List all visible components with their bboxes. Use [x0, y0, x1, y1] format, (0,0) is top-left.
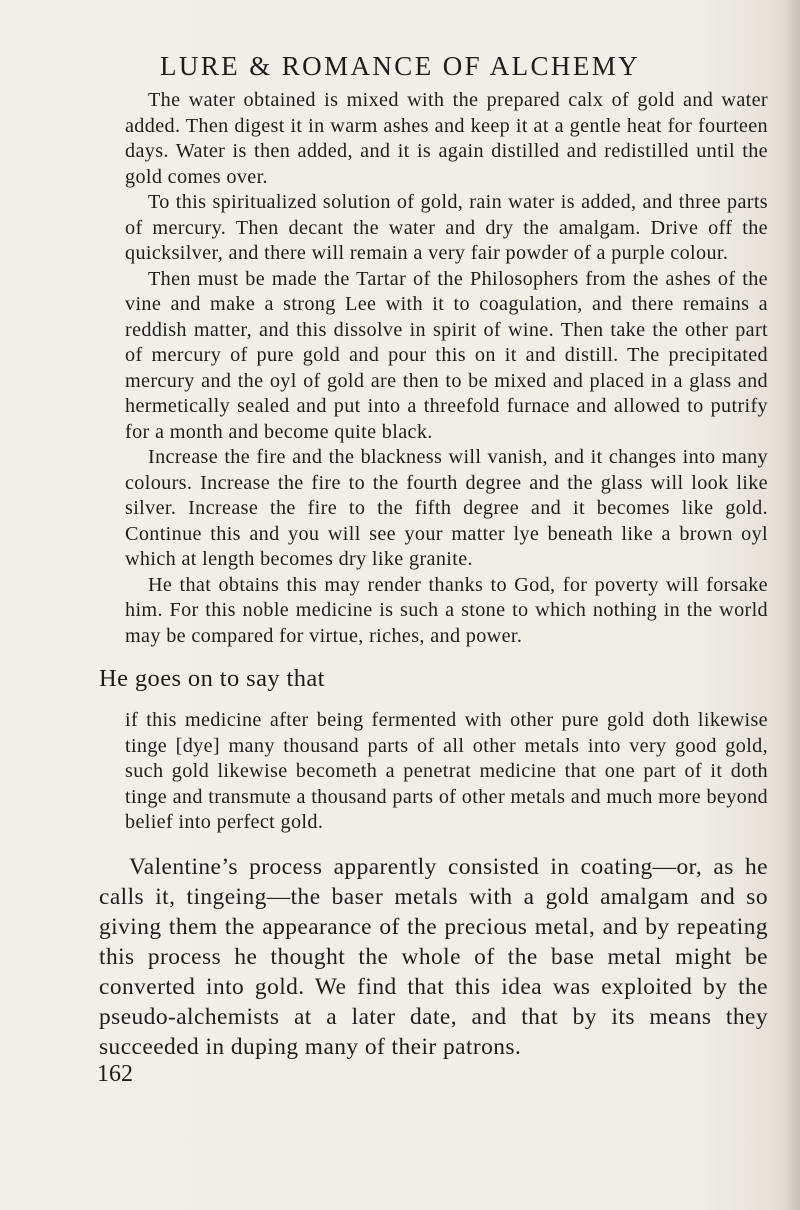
quote-paragraph-1: The water obtained is mixed with the prepared calx of gold and water added. Then digest it in warm ashes and keep it at a gentle heat for fourteen days. Water is then added, and it is again distilled and redistilled until the gold comes over.: [125, 89, 768, 188]
section-heading: He goes on to say that: [99, 665, 325, 692]
quote-paragraph-4: Increase the fire and the blackness will vanish, and it changes into many colours. Increase the fire to the fourth degree and the glass will look like silver. Increase the fire to the fifth degree and it becomes like gold. Continue this and you will see your matter lye beneath like a brown oyl which at length becomes dry like granite.: [125, 446, 768, 570]
running-head: LURE & ROMANCE OF ALCHEMY: [159, 51, 641, 81]
quote-paragraph-2: To this spiritualized solution of gold, rain water is added, and three parts of mercury. Then decant the water and dry the amalgam. Drive off the quicksilver, and there will remain a very fair powder of a purple colour.: [125, 191, 768, 264]
main-paragraph: Valentine’s process apparently consisted in coating—or, as he calls it, tingeing—the baser metals with a gold amalgam and so giving them the appearance of the precious metal, and by repeating this process he thought the whole of the base metal might be converted into gold. We find that this idea was exploited by the pseudo-alchemists at a later date, and that by its means they succeeded in duping many of their patrons.: [99, 853, 768, 1060]
quote-paragraph-5: He that obtains this may render thanks to God, for poverty will forsake him. For this noble medicine is such a stone to which nothing in the world may be compared for virtue, riches, and power.: [125, 573, 768, 647]
second-quoted-passage: [125, 708, 768, 836]
second-quote-paragraph: if this medicine after being fermented with other pure gold doth likewise tinge [dye] many thousand parts of all other metals into very good gold, such gold likewise becometh a penetrat medicine that one part of it doth tinge and transmute a thousand parts of other metals and much more beyond belief into perfect gold.: [125, 709, 768, 833]
quoted-passage: [125, 88, 768, 649]
quote-paragraph-3: Then must be made the Tartar of the Philosophers from the ashes of the vine and make a strong Lee with it to coagulation, and there remains a reddish matter, and this dissolve in spirit of wine. Then take the other part of mercury of pure gold and pour this on it and distill. The precipitated mercury and the oyl of gold are then to be mixed and placed in a glass and hermetically sealed and put into a threefold furnace and allowed to putrify for a month and become quite black.: [125, 267, 768, 443]
page-number: 162: [97, 1060, 133, 1087]
page-edge-shadow: [784, 0, 800, 1210]
body-text: [97, 88, 768, 1087]
